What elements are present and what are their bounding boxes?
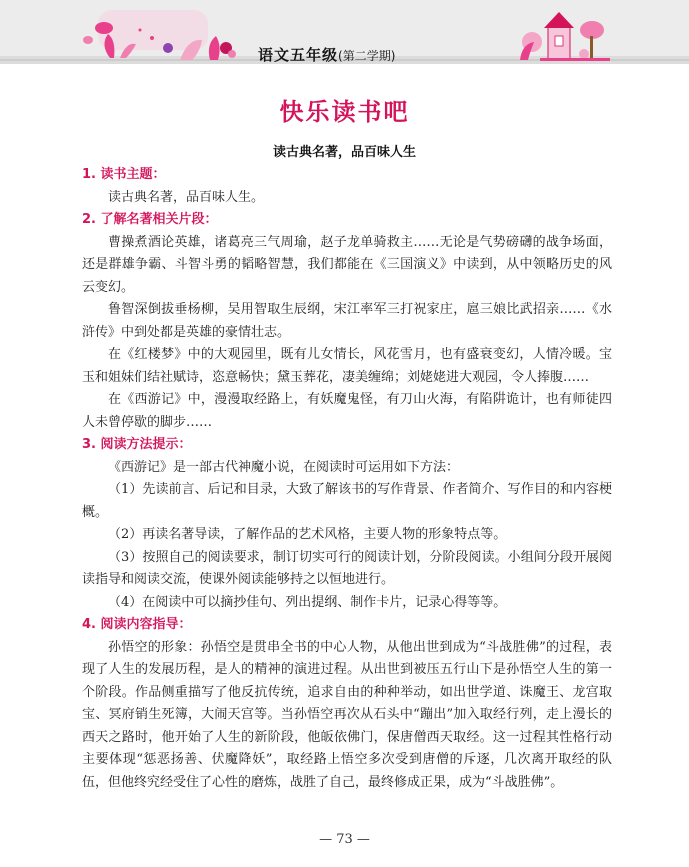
section-content-guide [82, 614, 612, 794]
paragraph: 曹操煮酒论英雄，诸葛亮三气周瑜，赵子龙单骑救主……无论是气势磅礴的战争场面，还是群雄争霸、斗智斗勇的韬略智慧，我们都能在《三国演义》中读到，从中领略历史的风云变幻。 [82, 234, 612, 295]
paragraph: （3）按照自己的阅读要求，制订切实可行的阅读计划，分阶段阅读。小组间分段开展阅读指导和阅读交流，使课外阅读能够持之以恒地进行。 [82, 549, 612, 587]
page-title: 快乐读书吧 [279, 98, 410, 126]
section-heading: 2. 了解名著相关片段： [82, 212, 218, 227]
paragraph: 《西游记》是一部古代神魔小说，在阅读时可运用如下方法： [108, 459, 460, 475]
paragraph: 在《红楼梦》中的大观园里，既有儿女情长，风花雪月，也有盛衰变幻，人情冷暖。宝玉和姐妹们结社赋诗，恣意畅快；黛玉葬花，凄美缠绵；刘姥姥进大观园，令人捧腹…… [82, 347, 612, 385]
article-body [82, 164, 612, 794]
paragraph: （4）在阅读中可以摘抄佳句、列出提纲、制作卡片，记录心得等等。 [108, 594, 507, 610]
paragraph: 鲁智深倒拔垂杨柳，吴用智取生辰纲，宋江率军三打祝家庄，扈三娘比武招亲……《水浒传》中到处都是英雄的豪情壮志。 [82, 302, 612, 340]
page-number: — 73 — [319, 832, 370, 847]
paragraph: 在《西游记》中，漫漫取经路上，有妖魔鬼怪，有刀山火海，有陷阱诡计，也有师徒四人未曾停歇的脚步…… [82, 392, 612, 430]
paragraph: （1）先读前言、后记和目录，大致了解该书的写作背景、作者简介、写作目的和内容梗概。 [82, 482, 612, 520]
book-title [258, 44, 395, 65]
section-classic-excerpts [82, 209, 612, 434]
paragraph: （2）再读名著导读，了解作品的艺术风格，主要人物的形象特点等。 [108, 527, 507, 542]
paragraph: 孙悟空的形象：孙悟空是贯串全书的中心人物，从他出世到成为“斗战胜佛”的过程，表现了人生的发展历程，是人的精神的演进过程。从出世到被压五行山下是孙悟空人生的第一个阶段。作品侧重描写了他反抗传统，追求自由的种种举动，如出世学道、诛魔王、龙宫取宝、冥府销生死簿，大闹天宫等。当孙悟空再次从石头中“蹦出”加入取经行列，走上漫长的西天之路时，他开始了人生的新阶段，他皈依佛门，保唐僧西天取经。这一过程其性格行动主要体现“惩恶扬善、伏魔降妖”，取经路上悟空多次受到唐僧的斥逐，几次离开取经的队伍，但他终究经受住了心性的磨炼，战胜了自己，最终修成正果，成为“斗战胜佛”。 [82, 639, 612, 790]
book-title-term: (第二学期) [338, 49, 396, 63]
paragraph: 读古典名著，品百味人生。 [108, 189, 265, 205]
section-reading-tips [82, 434, 612, 614]
book-title-main: 语文五年级 [258, 46, 339, 64]
section-heading: 1. 读书主题： [82, 167, 166, 182]
page-header [0, 0, 689, 80]
section-heading: 4. 阅读内容指导： [82, 617, 192, 632]
page-subtitle: 读古典名著，品百味人生 [272, 145, 416, 160]
header-decoration [0, 0, 689, 80]
section-reading-theme [82, 164, 612, 209]
section-heading: 3. 阅读方法提示： [82, 437, 192, 452]
